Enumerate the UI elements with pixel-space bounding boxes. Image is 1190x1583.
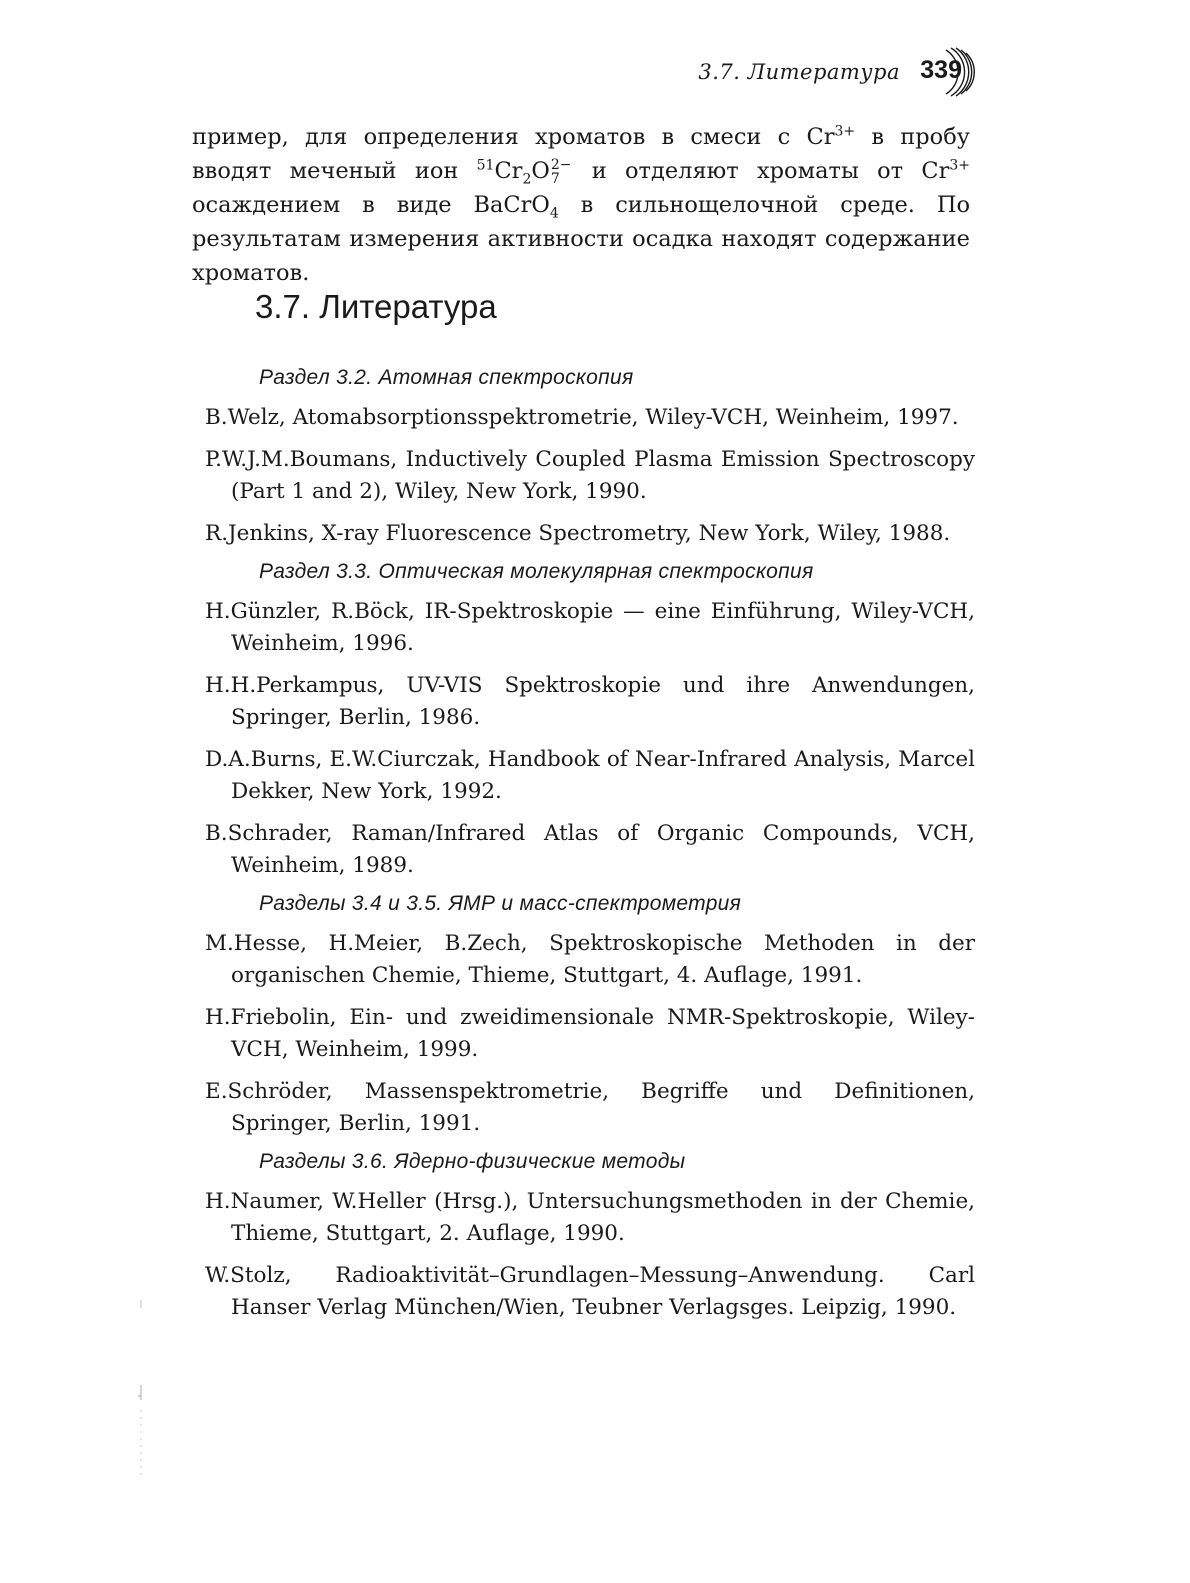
reference-entry: H.Friebolin, Ein- und zweidimensionale NMR-Spektroskopie, Wiley-VCH, Weinheim, 1999. xyxy=(205,1005,975,1062)
reference-entry: W.Stolz, Radioaktivität–Grundlagen–Messung–Anwendung. Carl Hanser Verlag München/Wien, Teubner Verlagsges. Leipzig, 1990. xyxy=(205,1263,975,1320)
references xyxy=(205,366,975,1334)
subsection-heading: Разделы 3.6. Ядерно-физические методы xyxy=(259,1150,686,1173)
reference-entry: R.Jenkins, X-ray Fluorescence Spectrometry, New York, Wiley, 1988. xyxy=(205,521,951,546)
reference-entry: D.A.Burns, E.W.Ciurczak, Handbook of Near-Infrared Analysis, Marcel Dekker, New York, 1992. xyxy=(205,747,975,804)
reference-group xyxy=(205,560,975,882)
reference-entry: H.Günzler, R.Böck, IR-Spektroskopie — eine Einführung, Wiley-VCH, Weinheim, 1996. xyxy=(205,599,975,656)
page-corner-arcs-icon xyxy=(940,42,980,102)
reference-group xyxy=(205,1150,975,1324)
reference-entry: B.Schrader, Raman/Infrared Atlas of Organic Compounds, VCH, Weinheim, 1989. xyxy=(205,821,975,878)
reference-entry: H.Naumer, W.Heller (Hrsg.), Untersuchungsmethoden in der Chemie, Thieme, Stuttgart, 2. Auflage, 1990. xyxy=(205,1189,975,1246)
reference-entry: E.Schröder, Massenspektrometrie, Begriffe und Definitionen, Springer, Berlin, 1991. xyxy=(205,1079,975,1136)
scan-margin-marks xyxy=(138,1300,144,1480)
subsection-heading: Раздел 3.3. Оптическая молекулярная спектроскопия xyxy=(259,560,814,583)
reference-group xyxy=(205,366,975,550)
page-number: 339 xyxy=(920,56,962,84)
subsection-heading: Раздел 3.2. Атомная спектроскопия xyxy=(259,366,634,389)
ion-charge: 2− 7 xyxy=(550,157,572,187)
reference-entry: M.Hesse, H.Meier, B.Zech, Spektroskopische Methoden in der organischen Chemie, Thieme, Stuttgart, 4. Auflage, 1991. xyxy=(205,931,975,988)
reference-entry: H.H.Perkampus, UV-VIS Spektroskopie und ihre Anwendungen, Springer, Berlin, 1986. xyxy=(205,673,975,730)
running-header xyxy=(620,52,980,102)
section-title: 3.7. Литература xyxy=(255,288,497,325)
intro-paragraph: пример, для определения хроматов в смеси с $Cr^{3+}$ в пробу вводят меченый ион $^{51}Cr_2O$ 2− 7 и отделяют хроматы от $Cr^{3+}$ осаждением в виде BaCrO$_4$ в сильнощелочной среде. По результатам измерения активности осадка находят содержание хроматов. xyxy=(192,123,971,286)
subsection-heading: Разделы 3.4 и 3.5. ЯМР и масс-спектрометрия xyxy=(259,892,742,915)
reference-group xyxy=(205,892,975,1140)
running-title: 3.7. Литература xyxy=(698,60,900,84)
reference-entry: B.Welz, Atomabsorptionsspektrometrie, Wiley-VCH, Weinheim, 1997. xyxy=(205,405,959,430)
reference-entry: P.W.J.M.Boumans, Inductively Coupled Plasma Emission Spectroscopy (Part 1 and 2), Wiley, New York, 1990. xyxy=(205,447,975,504)
